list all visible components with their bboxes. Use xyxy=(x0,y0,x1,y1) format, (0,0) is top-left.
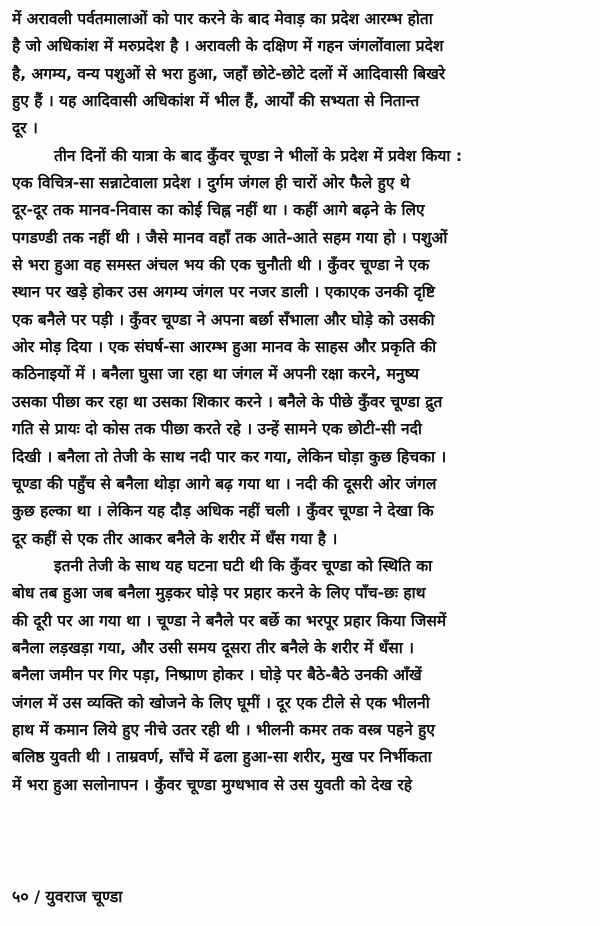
body-text xyxy=(12,6,592,799)
text-line: की दूरी पर आ गया था । चूण्डा ने बनैले पर बर्छे का भरपूर प्रहार किया जिसमें xyxy=(12,611,447,630)
text-line: ओर मोड़ दिया । एक संघर्ष-सा आरम्भ हुआ मानव के साहस और प्रकृति की xyxy=(12,338,437,357)
text-line: दूर । xyxy=(12,119,38,138)
text-line: में भरा हुआ सलोनापन । कुँवर चूण्डा मुग्धभाव से उस युवती को देख रहे xyxy=(12,775,413,794)
paragraph xyxy=(12,553,592,799)
text-line: स्थान पर खड़े होकर उस अगम्य जंगल पर नजर डाली । एकाएक उनकी दृष्टि xyxy=(12,283,435,302)
text-line: इतनी तेजी के साथ यह घटना घटी थी कि कुँवर चूण्डा को स्थिति का xyxy=(54,556,433,575)
text-line: उसका पीछा कर रहा था उसका शिकार करने । बनैले के पीछे कुँवर चूण्डा द्रुत xyxy=(12,392,443,411)
text-line: बोध तब हुआ जब बनैला मुड़कर घोड़े पर प्रहार करने के लिए पाँच-छः हाथ xyxy=(12,584,426,603)
footer-separator: / xyxy=(34,887,41,906)
text-line: दूर कहीं से एक तीर आकर बनैले के शरीर में धँस गया है । xyxy=(12,529,338,548)
page-number: ५० xyxy=(12,887,29,906)
text-line: से भरा हुआ वह समस्त अंचल भय की एक चुनौती थी । कुँवर चूण्डा ने एक xyxy=(12,256,430,275)
text-line: पगडण्डी तक नहीं थी । जैसे मानव वहाँ तक आते-आते सहम गया हो । पशुओं xyxy=(12,228,448,247)
text-line: दूर-दूर तक मानव-निवास का कोई चिह्न नहीं था । कहीं आगे बढ़ने के लिए xyxy=(12,201,425,220)
text-line: बनैला लड़खड़ा गया, और उसी समय दूसरा तीर बनैले के शरीर में धँसा । xyxy=(12,638,414,657)
text-line: कठिनाइयों में । बनैला घुसा जा रहा था जंगल में अपनी रक्षा करने, मनुष्य xyxy=(12,365,419,384)
text-line: है, अगम्य, वन्य पशुओं से भरा हुआ, जहाँ छोटे-छोटे दलों में आदिवासी बिखरे xyxy=(12,64,446,83)
paragraph xyxy=(12,143,592,553)
text-line: हाथ में कमान लिये हुए नीचे उतर रही थी । भीलनी कमर तक वस्त्र पहने हुए xyxy=(12,720,435,739)
running-title: युवराज चूण्डा xyxy=(45,887,123,906)
text-line: है जो अधिकांश में मरुप्रदेश है । अरावली के दक्षिण में गहन जंगलोंवाला प्रदेश xyxy=(12,37,444,56)
text-line: हुए हैं । यह आदिवासी अधिकांश में भील हैं, आर्यों की सभ्यता से नितान्त xyxy=(12,92,420,111)
text-line: एक बनैले पर पड़ी । कुँवर चूण्डा ने अपना बर्छा सँभाला और घोड़े को उसकी xyxy=(12,310,435,329)
text-line: कुछ हल्का था । लेकिन यह दौड़ अधिक नहीं चली । कुँवर चूण्डा ने देखा कि xyxy=(12,502,434,521)
text-line: एक विचित्र-सा सन्नाटेवाला प्रदेश । दुर्गम जंगल ही चारों ओर फैले हुए थे xyxy=(12,174,410,193)
paragraph xyxy=(12,6,592,143)
text-line: बलिष्ठ युवती थी । ताम्रवर्ण, साँचे में ढला हुआ-सा शरीर, मुख पर निर्भीकता xyxy=(12,748,432,767)
text-line: चूण्डा की पहुँच से बनैला थोड़ा आगे बढ़ गया था । नदी की दूसरी ओर जंगल xyxy=(12,474,437,493)
text-line: दिखी । बनैला तो तेजी के साथ नदी पार कर गया, लेकिन घोड़ा कुछ हिचका । xyxy=(12,447,447,466)
text-line: बनैला जमीन पर गिर पड़ा, निष्प्राण होकर । घोड़े पर बैठे-बैठे उनकी आँखें xyxy=(12,666,422,685)
page-footer xyxy=(12,882,122,912)
text-line: तीन दिनों की यात्रा के बाद कुँवर चूण्डा ने भीलों के प्रदेश में प्रवेश किया : xyxy=(54,146,463,165)
text-line: गति से प्रायः दो कोस तक पीछा करते रहे । उन्हें सामने एक छोटी-सी नदी xyxy=(12,420,422,439)
text-line: जंगल में उस व्यक्ति को खोजने के लिए घूमीं । दूर एक टीले से एक भीलनी xyxy=(12,693,430,712)
text-line: में अरावली पर्वतमालाओं को पार करने के बाद मेवाड़ का प्रदेश आरम्भ होता xyxy=(12,10,433,28)
